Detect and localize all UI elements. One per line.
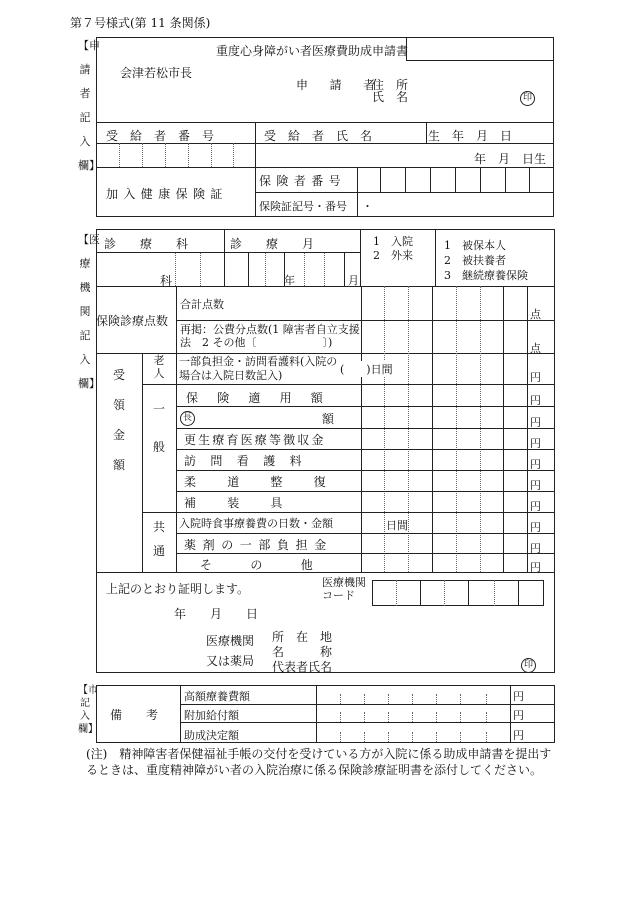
birth-date-field[interactable]: 年 月 日生	[474, 152, 547, 166]
insurer-number-label: 保険者番号	[259, 174, 347, 188]
medical-section-label: 【医 療 機 関 記 入 欄】	[78, 233, 100, 390]
form-number: 第７号様式(第 11 条関係)	[70, 16, 211, 30]
applicant-section-label: 【申 請 者 記 入 欄】	[78, 39, 100, 172]
meal-days-label: 日間	[386, 519, 408, 532]
public-points-unit: 点	[530, 342, 541, 355]
judo-therapy: 柔道整復	[184, 475, 357, 489]
yen-unit: 円	[513, 690, 524, 703]
recipient-number-field[interactable]	[97, 144, 255, 166]
visit-type-inpatient[interactable]: 1 入院	[373, 235, 413, 248]
general-label: 一 般	[152, 402, 165, 454]
long-term-amount-label: 額	[322, 412, 335, 426]
footnote: (注) 精神障害者保健福祉手帳の交付を受けている方が入院に係る助成申請書を提出するときは、重度精神障がい者の入院治療に係る保険診療証明書を添付してください。	[86, 747, 552, 777]
public-points-label: 再掲：公費分点数(1 障害者自立支援法 2 その他〔 〕)	[180, 323, 360, 349]
applicant-label: 申 請 者	[296, 78, 381, 92]
yen-unit: 円	[530, 394, 541, 407]
yen-unit: 円	[530, 561, 541, 574]
pharmacy-label: 又は薬局	[206, 654, 255, 668]
yen-unit: 円	[530, 542, 541, 555]
dept-suffix: 科	[160, 274, 173, 288]
certify-text: 上記のとおり証明します。	[106, 582, 250, 596]
insured-type-dependent[interactable]: 2 被扶養者	[444, 254, 506, 267]
institution-label: 医療機関	[206, 634, 255, 648]
month-label: 診 療 月	[230, 237, 315, 251]
common-label: 共 通	[152, 520, 165, 558]
subsidy-decision-label: 助成決定額	[184, 729, 239, 742]
long-term-label: 長	[180, 410, 195, 426]
prosthetics: 補装具	[184, 496, 314, 510]
addressee: 会津若松市長	[120, 66, 193, 80]
yen-unit: 円	[530, 371, 541, 384]
received-amount-label: 受 領 金 額	[112, 368, 125, 472]
year-char: 年	[284, 274, 295, 287]
recipient-number-label: 受 給 者 番 号	[106, 129, 215, 143]
representative-label: 代表者氏名	[272, 660, 333, 674]
birth-label: 生 年 月 日	[428, 129, 513, 143]
insurance-label: 加入健康保険証	[106, 187, 228, 201]
other-items: その他	[200, 558, 352, 572]
applicant-seal: 印	[520, 90, 535, 106]
home-nursing-fee: 訪問看護料	[184, 454, 317, 468]
total-points-label: 合計点数	[180, 298, 224, 311]
form-title: 重度心身障がい者医療費助成申請書	[216, 44, 409, 58]
insurance-applied-amount: 保険適用額	[186, 391, 343, 405]
rehab-fee: 更生療育医療等徴収金	[184, 433, 326, 447]
yen-unit: 円	[530, 500, 541, 513]
institution-code-label: 医療機関コード	[322, 576, 366, 602]
city-section-label: 【市 記 入 欄】	[78, 685, 98, 735]
elderly-days[interactable]: ( )日間	[340, 363, 393, 376]
high-cost-label: 高額療養費額	[184, 690, 250, 703]
applicant-address-label: 住 所	[372, 78, 409, 92]
yen-unit: 円	[513, 729, 524, 742]
yen-unit: 円	[513, 709, 524, 722]
certify-date[interactable]: 年 月 日	[174, 607, 259, 621]
drug-copay: 薬剤の一部負担金	[184, 538, 333, 552]
insured-type-continuing[interactable]: 3 継続療養保険	[444, 269, 528, 282]
inst-name-label: 名 称	[272, 645, 333, 659]
points-label: 保険診療点数	[96, 314, 169, 328]
additional-benefit-label: 附加給付額	[184, 709, 239, 722]
location-label: 所 在 地	[272, 630, 333, 644]
insurance-symbol-dot: ・	[362, 200, 373, 213]
recipient-name-label: 受 給 者 氏 名	[264, 129, 373, 143]
insured-type-self[interactable]: 1 被保本人	[444, 239, 506, 252]
meal-cost: 入院時食事療養費の日数・金額	[179, 517, 333, 530]
total-points-unit: 点	[530, 308, 541, 321]
yen-unit: 円	[530, 458, 541, 471]
applicant-name-label: 氏 名	[372, 90, 409, 104]
elderly-label: 老 人	[153, 354, 165, 380]
yen-unit: 円	[530, 437, 541, 450]
elderly-item: 一部負担金・訪問看護料(入院の場合は入院日数記入)	[179, 355, 338, 382]
month-char: 月	[348, 274, 359, 287]
title-right-box	[406, 37, 554, 61]
institution-seal: 印	[521, 657, 536, 673]
insurance-symbol-field[interactable]	[372, 193, 554, 216]
remarks-label: 備 考	[110, 708, 159, 722]
insurer-number-field[interactable]	[358, 168, 554, 192]
yen-unit: 円	[530, 521, 541, 534]
yen-unit: 円	[530, 479, 541, 492]
insurance-symbol-label: 保険証記号・番号	[259, 200, 347, 213]
dept-label: 診 療 科	[104, 237, 189, 251]
yen-unit: 円	[530, 416, 541, 429]
visit-type-outpatient[interactable]: 2 外来	[373, 249, 413, 262]
